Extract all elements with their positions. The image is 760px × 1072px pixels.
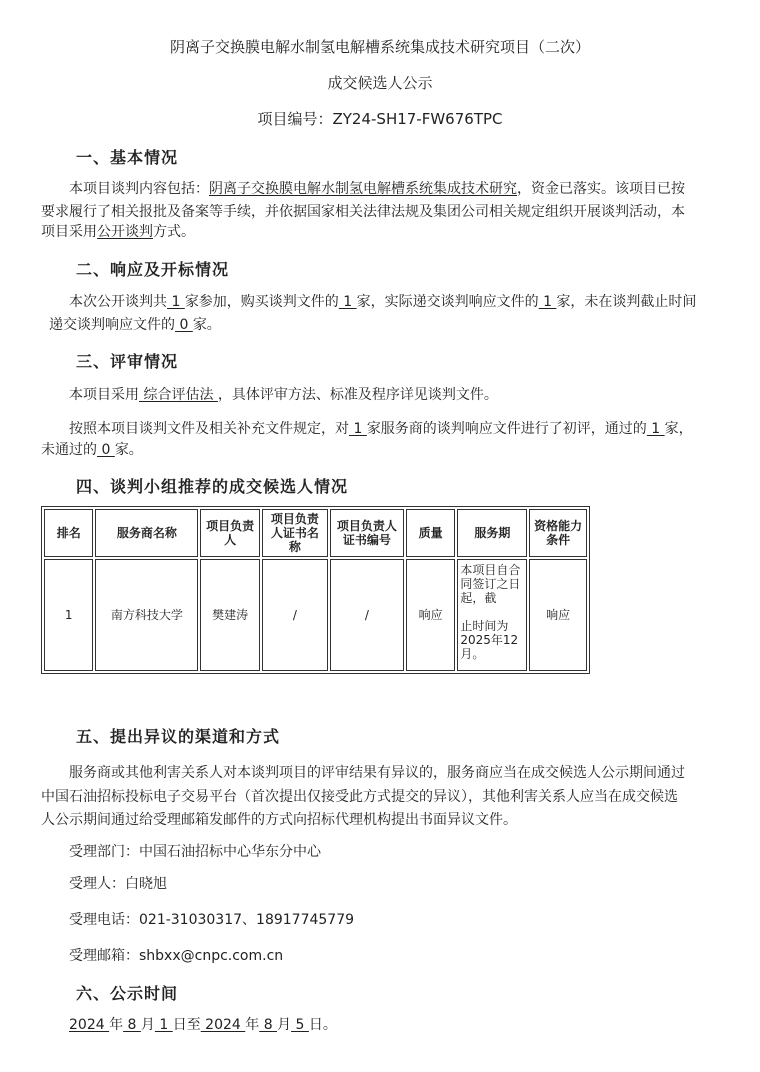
project-title: 阴离子交换膜电解水制氢电解槽系统集成技术研究项目（二次） bbox=[169, 38, 590, 56]
text: 年 bbox=[245, 1017, 260, 1033]
col-rank: 排名 bbox=[44, 509, 93, 557]
text: 日。 bbox=[308, 1017, 337, 1033]
section-basic-line1 bbox=[69, 178, 685, 198]
objection-line3: 人公示期间通过给受理邮箱发邮件的方式向招标代理机构提出书面异议文件。 bbox=[41, 812, 517, 828]
section-candidate-heading: 四、谈判小组推荐的成交候选人情况 bbox=[76, 477, 349, 496]
publicity-period bbox=[69, 1014, 337, 1034]
notice-subtitle: 成交候选人公示 bbox=[327, 74, 433, 92]
section-review-heading: 三、评审情况 bbox=[76, 352, 179, 371]
col-service-period: 服务期 bbox=[457, 509, 527, 557]
text: 按照本项目谈判文件及相关补充文件规定，对 bbox=[69, 421, 349, 437]
col-cert-name: 项目负责人证书名称 bbox=[262, 509, 328, 557]
cell-leader: 樊建涛 bbox=[200, 559, 260, 671]
service-period-part2: 止时间为2025年12月。 bbox=[460, 619, 519, 661]
failed-count: 0 bbox=[97, 442, 115, 458]
text: 家参加，购买谈判文件的 bbox=[184, 294, 339, 310]
col-qualification: 资格能力条件 bbox=[529, 509, 587, 557]
section-response-line2 bbox=[49, 314, 221, 334]
table-header-row bbox=[44, 509, 587, 557]
cell-provider: 南方科技大学 bbox=[95, 559, 198, 671]
cell-cert-no: / bbox=[330, 559, 404, 671]
cell-qualification: 响应 bbox=[529, 559, 587, 671]
start-day: 1 bbox=[154, 1017, 173, 1033]
text: 项目采用 bbox=[41, 224, 97, 240]
project-content-link[interactable]: 阴离子交换膜电解水制氢电解槽系统集成技术研究 bbox=[209, 181, 517, 197]
accepting-phone: 受理电话：021-31030317、18917745779 bbox=[69, 912, 355, 928]
text: 未通过的 bbox=[41, 442, 97, 458]
section-basic-heading: 一、基本情况 bbox=[76, 148, 179, 167]
col-leader: 项目负责人 bbox=[200, 509, 260, 557]
text: ，资金已落实。该项目已按 bbox=[517, 181, 685, 197]
text: 家，未在谈判截止时间 bbox=[556, 294, 697, 310]
text: 本项目采用 bbox=[69, 387, 139, 403]
text: 月 bbox=[140, 1017, 155, 1033]
table-row bbox=[44, 559, 587, 671]
text: 家，实际递交谈判响应文件的 bbox=[356, 294, 539, 310]
text: 本项目谈判内容包括： bbox=[69, 181, 209, 197]
accepting-person: 受理人：白晓旭 bbox=[69, 876, 167, 892]
text: 家。 bbox=[114, 442, 143, 458]
section-response-line1 bbox=[69, 291, 696, 311]
cell-quality: 响应 bbox=[406, 559, 455, 671]
section-objection-heading: 五、提出异议的渠道和方式 bbox=[76, 727, 281, 746]
section-review-line2 bbox=[69, 418, 693, 438]
procurement-method: 公开谈判 bbox=[97, 224, 153, 240]
end-month: 8 bbox=[259, 1017, 278, 1033]
purchase-count: 1 bbox=[338, 294, 357, 310]
evaluation-method: 综合评估法 bbox=[139, 387, 218, 403]
end-day: 5 bbox=[291, 1017, 309, 1033]
section-basic-line2: 要求履行了相关报批及备案等手续，并依据国家相关法律法规及集团公司相关规定组织开展谈判活动，本 bbox=[41, 204, 685, 220]
cell-rank: 1 bbox=[44, 559, 93, 671]
text: ，具体评审方法、标准及程序详见谈判文件。 bbox=[217, 387, 498, 403]
end-year: 2024 bbox=[200, 1017, 246, 1033]
col-cert-no: 项目负责人证书编号 bbox=[330, 509, 404, 557]
late-count: 0 bbox=[175, 317, 193, 333]
section-publicity-heading: 六、公示时间 bbox=[76, 984, 179, 1003]
reviewed-count: 1 bbox=[349, 421, 367, 437]
col-provider: 服务商名称 bbox=[95, 509, 198, 557]
submission-count: 1 bbox=[538, 294, 557, 310]
section-review-line3 bbox=[41, 439, 143, 459]
text: 家。 bbox=[192, 317, 221, 333]
text: 家服务商的谈判响应文件进行了初评，通过的 bbox=[366, 421, 647, 437]
accepting-email: 受理邮箱：shbxx@cnpc.com.cn bbox=[69, 948, 284, 964]
col-quality: 质量 bbox=[406, 509, 455, 557]
start-year: 2024 bbox=[69, 1017, 110, 1033]
project-number: 项目编号：ZY24-SH17-FW676TPC bbox=[257, 110, 503, 128]
objection-line2: 中国石油招标投标电子交易平台（首次提出仅接受此方式提交的异议），其他利害关系人应当在成交候选 bbox=[41, 789, 678, 805]
participant-count: 1 bbox=[167, 294, 185, 310]
cell-service-period bbox=[457, 559, 527, 671]
service-period-part1: 本项目自合同签订之日起，截 bbox=[460, 563, 521, 605]
text: 日至 bbox=[172, 1017, 201, 1033]
text: 家， bbox=[664, 421, 693, 437]
text: 递交谈判响应文件的 bbox=[49, 317, 175, 333]
text: 月 bbox=[277, 1017, 292, 1033]
text: 方式。 bbox=[153, 224, 195, 240]
section-basic-line3 bbox=[41, 221, 195, 241]
section-review-line1 bbox=[69, 384, 498, 404]
objection-line1: 服务商或其他利害关系人对本谈判项目的评审结果有异议的，服务商应当在成交候选人公示期间通过 bbox=[69, 765, 685, 781]
accepting-department: 受理部门：中国石油招标中心华东分中心 bbox=[69, 844, 321, 860]
section-response-heading: 二、响应及开标情况 bbox=[76, 260, 230, 279]
passed-count: 1 bbox=[646, 421, 665, 437]
text: 年 bbox=[109, 1017, 124, 1033]
cell-cert-name: / bbox=[262, 559, 328, 671]
start-month: 8 bbox=[123, 1017, 141, 1033]
text: 本次公开谈判共 bbox=[69, 294, 167, 310]
candidate-table bbox=[41, 506, 590, 674]
